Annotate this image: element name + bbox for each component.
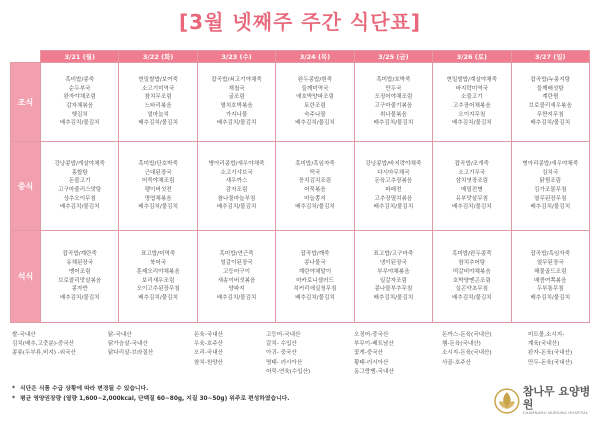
origin-item: 완자-돈육(국내산) xyxy=(528,350,573,357)
menu-item: 닭찜조림 xyxy=(539,178,562,185)
menu-item: 계란야채말이 xyxy=(298,268,332,275)
menu-item: 계란찜 xyxy=(542,94,559,101)
origin-item: 동그랑땡-국내산 xyxy=(354,368,394,375)
menu-item: 유부맛살무침 xyxy=(455,195,489,202)
menu-item: 꽁치김치조림 xyxy=(298,178,332,185)
menu-item: 고구마줄리스맛탕 xyxy=(58,187,102,193)
menu-item: 들깨미역국 xyxy=(301,85,329,92)
menu-item: 배추김치/물김치 xyxy=(59,294,100,301)
origin-item: 햄-돈육(국내산) xyxy=(442,341,481,348)
menu-item: 근대된장국 xyxy=(144,169,172,176)
origin-item: 김치(배추,고춧분)-중국산 xyxy=(12,341,75,348)
menu-item: 배추김치/물김치 xyxy=(59,204,100,211)
origin-item: 닭가슴살-국내산 xyxy=(108,341,148,348)
menu-item: 부무야채볶음 xyxy=(377,268,410,275)
menu-item: 감자조림 xyxy=(225,187,248,193)
menu-item: 양파지 xyxy=(228,286,245,293)
menu-item: 배추김치/물김치 xyxy=(138,204,178,211)
menu-cell xyxy=(433,142,511,231)
menu-item: 오이고추된장무침 xyxy=(136,286,180,293)
logo-name: 참나무 요양병원 xyxy=(522,385,591,411)
menu-item: 실곤약초무침 xyxy=(455,286,489,293)
menu-item: 홍합탕 xyxy=(71,169,88,176)
menu-item: 흑미밥/단호박죽 xyxy=(138,160,178,167)
meal-label: 석식 xyxy=(11,231,41,323)
origin-item: 우육-호주산 xyxy=(194,341,224,348)
menu-item: 참치무조림 xyxy=(144,94,172,101)
menu-item: 소고기무국 xyxy=(458,169,486,176)
menu-item: 배추김치/물김치 xyxy=(530,204,571,211)
menu-item: 배추김치/물김치 xyxy=(530,294,571,301)
menu-item: 배추김치/물김치 xyxy=(373,204,414,211)
logo-text xyxy=(523,385,600,416)
note-bullet: * xyxy=(12,396,16,402)
menu-item: 멸치호박볶음 xyxy=(220,103,253,109)
menu-item: 매콤여쪽볶음 xyxy=(534,277,567,284)
menu-item: 배추김치/물김치 xyxy=(373,294,414,301)
menu-item: 잡곡밥/흑임자죽 xyxy=(530,251,571,258)
menu-item: 브로콜리맛살볶음 xyxy=(58,277,102,284)
menu-item: 마카로니샐러드 xyxy=(296,277,334,284)
origin-column xyxy=(194,331,266,377)
note-text: 평균 영양권장량 (열량 1,600~2,000kcal, 단백질 60~80g, 지질 30~50g) 위주로 편성하였습니다. xyxy=(20,396,290,402)
menu-cell xyxy=(433,231,511,323)
menu-item: 햇김치 xyxy=(71,111,88,118)
menu-item: 들깨배섯탕 xyxy=(536,85,564,92)
menu-item: 메밀전병 xyxy=(461,187,483,193)
menu-item: 배추김치/물김치 xyxy=(295,120,335,127)
menu-item: 고추장멸치볶음 xyxy=(374,195,413,202)
origin-item: 미트볼,소시지- xyxy=(528,332,565,338)
origin-item: 만두-돈육(국내산) xyxy=(528,359,573,366)
logo-subtitle: CHAMNAMU NURSING HOSPITAL xyxy=(522,411,589,415)
origin-column xyxy=(528,331,592,377)
menu-item: 고등어구이 xyxy=(223,268,251,275)
menu-item: 냉이된장국 xyxy=(379,260,407,267)
menu-item: 재첩국 xyxy=(228,85,245,92)
menu-item: 표고밥/고구마죽 xyxy=(373,251,414,258)
menu-item: 배추김치/물김치 xyxy=(530,120,571,127)
menu-item: 소고기미역국 xyxy=(141,85,175,92)
menu-cell xyxy=(197,231,275,323)
menu-item: 브로콜리새우볶음 xyxy=(528,103,572,109)
menu-item: 취나물볶음 xyxy=(379,111,407,118)
menu-item: 순두부국 xyxy=(68,85,91,92)
menu-item: 새송이버섯볶음 xyxy=(217,277,256,284)
menu-item: 마늘쫑지 xyxy=(304,195,326,202)
menu-item: 현밀쌀밥/계살야채죽 xyxy=(446,76,498,83)
menu-item: 떡갈비야채볶음 xyxy=(452,268,491,275)
origin-column xyxy=(12,331,108,377)
note-line xyxy=(12,394,289,404)
meal-label: 조식 xyxy=(11,63,41,142)
menu-item: 흑미밥/호박죽 xyxy=(376,76,411,83)
menu-item: 열무된장국 xyxy=(536,260,564,267)
origin-item: 참치-원양산 xyxy=(194,359,224,366)
menu-item: 돈불고기 xyxy=(68,178,91,185)
menu-item: 고구마줄기볶음 xyxy=(374,103,413,109)
title-area xyxy=(0,6,600,35)
menu-item: 완두콩밥/흰죽 xyxy=(297,76,333,83)
leaf-emblem-icon xyxy=(494,388,520,414)
note-bullet: * xyxy=(12,386,16,392)
menu-cell xyxy=(41,231,119,323)
menu-cell xyxy=(119,231,197,323)
menu-item: 배추김치/물김치 xyxy=(138,294,178,301)
menu-item: 얼마늘치 xyxy=(147,111,169,118)
meal-row xyxy=(11,63,590,142)
menu-item: 삼치엿장조림 xyxy=(455,178,489,185)
origin-column xyxy=(354,331,442,377)
menu-item: 가지나물 xyxy=(225,111,248,118)
menu-item: 애호박양파조림 xyxy=(296,94,334,101)
menu-item: 배추김치/물김치 xyxy=(216,294,257,301)
menu-item: 두부통무침 xyxy=(536,286,564,293)
menu-item: 콩나물국 xyxy=(304,260,326,267)
menu-item: 흑미밥/흑임자죽 xyxy=(295,160,335,167)
origin-item: 돈까스-돈육(국내산) xyxy=(442,332,492,338)
origin-item: 아귀- 중국산 xyxy=(266,350,297,357)
origin-column xyxy=(266,331,354,377)
origin-item: 오징어-중국산 xyxy=(354,332,389,338)
menu-cell xyxy=(119,142,197,231)
origin-item: 돈육-국내산 xyxy=(194,332,224,338)
menu-item: 현밀쌀밥/보여죽 xyxy=(138,76,178,83)
menu-item: 얼갈이된장국 xyxy=(220,260,253,267)
menu-cell xyxy=(197,142,275,231)
menu-item: 잡곡밥/조개죽 xyxy=(454,160,489,167)
origin-item: 고등어-국내산 xyxy=(266,332,301,338)
menu-item: 북어국 xyxy=(150,260,167,267)
menu-item: 팽이버섯전 xyxy=(144,187,172,193)
menu-cell xyxy=(276,63,354,142)
menu-item: 호박양멘곤조림 xyxy=(452,277,491,284)
origin-column xyxy=(108,331,194,377)
menu-item: 바지락미역국 xyxy=(455,85,489,92)
origin-item: 쌀-국내산 xyxy=(12,332,36,338)
menu-item: 병아리콩밥/새우야채죽 xyxy=(208,160,265,167)
menu-item: 일갈자조림 xyxy=(379,277,407,284)
meal-row xyxy=(11,142,590,231)
menu-item: 훈제오리야채볶음 xyxy=(136,268,180,275)
menu-item: 콩자반 xyxy=(71,286,88,293)
origin-item: 갈치- 수입산 xyxy=(266,341,297,348)
menu-item: 상추오이무침 xyxy=(63,195,96,202)
menu-item: 감자채볶음 xyxy=(66,103,94,109)
meal-row xyxy=(11,231,590,323)
menu-item: 고추장어채볶음 xyxy=(452,103,491,109)
menu-item: 배추김치/물김치 xyxy=(451,204,492,211)
menu-item: 잡곡밥/누룽지탕 xyxy=(530,76,571,83)
day-header: 3/21 (월) xyxy=(41,51,119,63)
menu-item: 치커리애실청무침 xyxy=(293,286,337,293)
menu-cell xyxy=(119,63,197,142)
day-header: 3/25 (금) xyxy=(354,51,432,63)
menu-item: 흑미밥/완두콩죽 xyxy=(451,251,492,258)
menu-item: 돈육고추장볶음 xyxy=(374,178,413,185)
menu-cell xyxy=(276,142,354,231)
menu-item: 무짠지무침 xyxy=(536,111,564,118)
menu-item: 다시마무채국 xyxy=(377,169,410,176)
origin-column xyxy=(442,331,528,377)
corner-cell xyxy=(11,51,41,63)
origin-item: 꽃게-중국산 xyxy=(354,350,384,357)
menu-item: 소불고기 xyxy=(461,94,483,101)
menu-cell xyxy=(354,231,432,323)
menu-item: 참치추어탕 xyxy=(458,260,486,267)
menu-item: 잡곡밥/깨죽 xyxy=(300,251,330,258)
menu-item: 파래전 xyxy=(385,187,402,193)
origin-item: 어묵-연육(수입산) xyxy=(266,368,311,375)
origin-item: 닭-국내산 xyxy=(108,332,132,338)
menu-cell xyxy=(511,63,589,142)
day-header: 3/22 (화) xyxy=(119,51,197,63)
menu-item: 강낭콩밥/게살야채죽 xyxy=(54,160,105,167)
menu-item: 유채된장국 xyxy=(66,260,94,267)
menu-item: 소고기샤브국 xyxy=(220,169,253,176)
origin-item: 오리-국내산 xyxy=(194,350,224,357)
menu-item: 흑미밥/콩죽 xyxy=(65,76,95,83)
day-header: 3/27 (일) xyxy=(511,51,589,63)
origin-item: 명태- 러시아산 xyxy=(266,359,303,366)
meal-label: 중식 xyxy=(11,142,41,231)
origin-item: 닭다리살-브라질산 xyxy=(108,350,154,357)
menu-item: 어묵야채조림 xyxy=(141,178,175,185)
menu-item: 표고밥/미역죽 xyxy=(140,251,176,258)
note-line xyxy=(12,384,289,394)
menu-item: 새우까스 xyxy=(225,178,248,185)
menu-item: 느타리볶음 xyxy=(144,103,172,109)
menu-item: 토란조림 xyxy=(304,103,326,109)
origin-item: 사골-호주산 xyxy=(442,359,472,366)
day-header: 3/23 (수) xyxy=(197,51,275,63)
menu-item: 콩나물부추무침 xyxy=(374,286,413,293)
menu-item: 숙주나물 xyxy=(304,111,326,118)
page-title: [3월 넷째주 주간 식단표] xyxy=(179,10,421,34)
menu-item: 잡곡밥/쇠고기야채죽 xyxy=(211,76,262,83)
menu-cell xyxy=(511,142,589,231)
menu-item: 보리새우조림 xyxy=(141,277,175,284)
origin-item: 소시지-돈육(국내산) xyxy=(442,350,492,357)
menu-item: 배추김치/물김치 xyxy=(451,120,492,127)
menu-cell xyxy=(354,142,432,231)
menu-item: 병아리콩밥/새우야채죽 xyxy=(522,160,579,167)
menu-item: 참나물마늘부침 xyxy=(217,195,256,202)
menu-item: 오징어야채조림 xyxy=(374,94,413,101)
origin-item: 황태-러시아산 xyxy=(354,359,389,366)
origin-list xyxy=(12,331,592,377)
menu-cell xyxy=(433,63,511,142)
menu-item: 배추김치/물김치 xyxy=(216,204,257,211)
menu-cell xyxy=(276,231,354,323)
menu-cell xyxy=(41,63,119,142)
menu-item: 흑미밥/연근죽 xyxy=(219,251,254,258)
origin-item: 부무이-베트남산 xyxy=(354,341,394,348)
menu-body xyxy=(11,63,590,323)
day-header-row xyxy=(11,51,590,63)
weekly-menu-table xyxy=(10,50,590,323)
menu-item: 김가조물무침 xyxy=(534,187,567,193)
origin-item: 콩류(두부류,비지) -외국산 xyxy=(12,350,76,357)
menu-cell xyxy=(511,231,589,323)
menu-item: 김치국 xyxy=(542,169,559,176)
day-header: 3/24 (목) xyxy=(276,51,354,63)
menu-item: 배추김치/물김치 xyxy=(59,120,100,127)
menu-item: 어묵볶음 xyxy=(304,187,326,193)
note-text: 식단은 식품 수급 상황에 따라 변경될 수 있습니다. xyxy=(20,386,149,392)
menu-cell xyxy=(354,63,432,142)
menu-item: 배추김치/물김치 xyxy=(216,120,257,127)
menu-item: 잡곡밥/계란죽 xyxy=(62,251,97,258)
menu-item: 배추김치/물김치 xyxy=(295,294,335,301)
menu-item: 오이지무침 xyxy=(458,111,486,118)
notes xyxy=(12,384,289,404)
menu-item: 완자야채조림 xyxy=(63,94,96,101)
menu-cell xyxy=(41,142,119,231)
menu-item: 배추김치/물김치 xyxy=(138,120,178,127)
menu-item: 떡국 xyxy=(309,169,321,176)
menu-item: 명엽채볶음 xyxy=(144,195,172,202)
day-header: 3/26 (토) xyxy=(433,51,511,63)
menu-item: 맹어조림 xyxy=(68,268,91,275)
origin-item: 계육(국내산) xyxy=(528,341,560,348)
menu-item: 배추김치/물김치 xyxy=(373,120,414,127)
menu-item: 굴조림 xyxy=(228,94,245,101)
menu-item: 강낭콩밥/바지락야채죽 xyxy=(365,160,422,167)
menu-item: 배추김치/물김치 xyxy=(451,294,492,301)
menu-item: 배추김치/물김치 xyxy=(295,204,335,211)
menu-cell xyxy=(197,63,275,142)
menu-item: 열무된장무침 xyxy=(534,195,567,202)
menu-item: 해물골드조림 xyxy=(534,268,567,275)
menu-item: 만두국 xyxy=(385,85,402,92)
hospital-logo xyxy=(494,385,600,416)
